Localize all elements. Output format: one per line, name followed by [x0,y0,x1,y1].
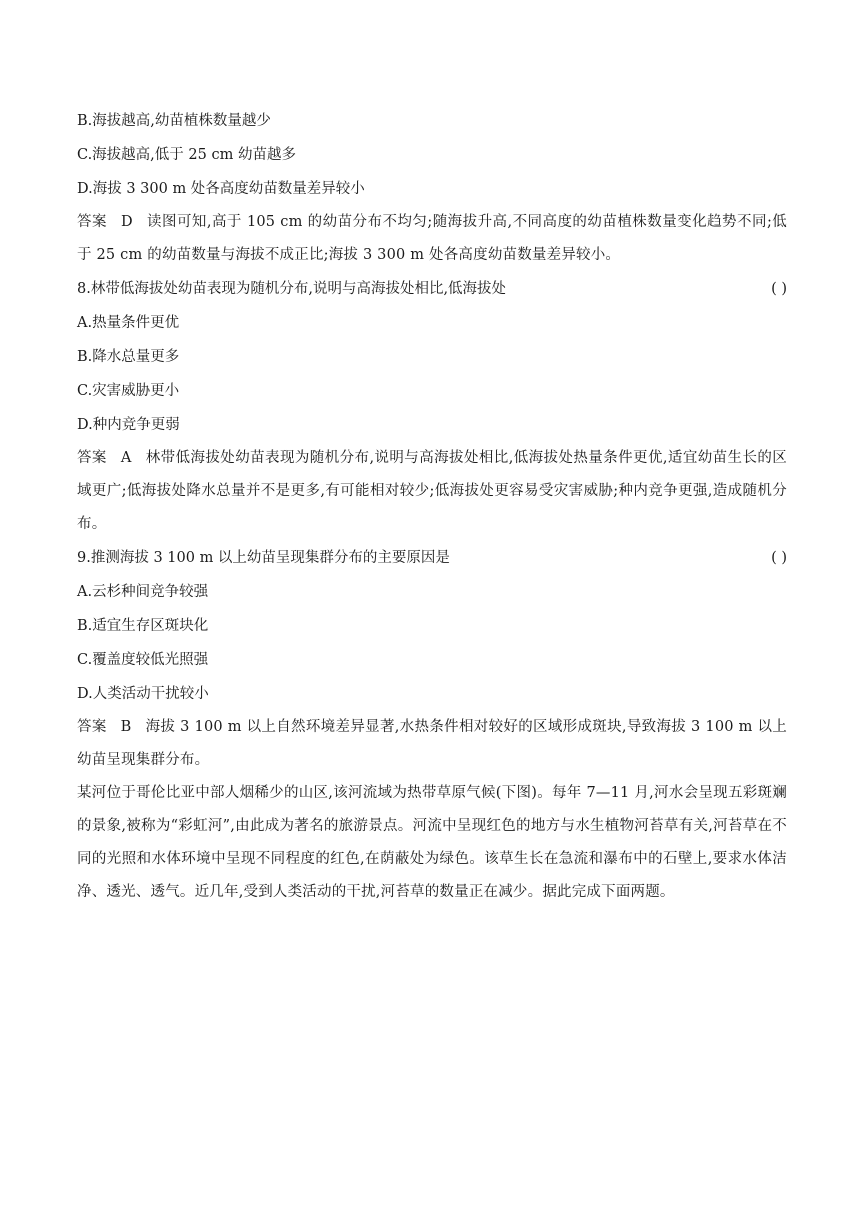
q9-option-d: D.人类活动干扰较小 [77,686,209,702]
q8-option-c: C.灾害威胁更小 [77,383,180,399]
question-stem: 8.林带低海拔处幼苗表现为随机分布,说明与高海拔处相比,低海拔处 [77,281,507,297]
answer-explanation: 读图可知,高于 105 cm 的幼苗分布不均匀;随海拔升高,不同高度的幼苗植株数量变化趋势不同;低于 25 cm 的幼苗数量与海拔不成正比;海拔 3 300 m 处各高度幼苗数量差异较小。 [77,214,787,263]
answer-label: 答案 [77,450,107,466]
q9-option-b: B.适宜生存区斑块化 [77,618,209,634]
q9-stem [77,541,787,575]
answer-explanation: 海拔 3 100 m 以上自然环境差异显著,水热条件相对较好的区域形成斑块,导致海拔 3 100 m 以上幼苗呈现集群分布。 [77,719,787,768]
reading-passage: 某河位于哥伦比亚中部人烟稀少的山区,该河流域为热带草原气候(下图)。每年 7—11 月,河水会呈现五彩斑斓的景象,被称为“彩虹河”,由此成为著名的旅游景点。河流中呈现红色的地方与水生植物河苔草有关,河苔草在不同的光照和水体环境中呈现不同程度的红色,在荫蔽处为绿色。该草生长在急流和瀑布中的石壁上,要求水体洁净、透光、透气。近几年,受到人类活动的干扰,河苔草的数量正在减少。据此完成下面两题。 [77,785,787,900]
document-page [77,104,787,909]
question-stem: 9.推测海拔 3 100 m 以上幼苗呈现集群分布的主要原因是 [77,550,450,566]
answer-label: 答案 [77,214,107,230]
q8-option-b: B.降水总量更多 [77,349,180,365]
answer-key: A [120,450,132,466]
answer-blank: ( ) [771,550,787,566]
q8-answer [77,442,787,541]
q8-option-d: D.种内竞争更弱 [77,417,180,433]
answer-key: D [120,214,133,230]
q7-option-b: B.海拔越高,幼苗植株数量越少 [77,113,271,129]
q7-answer [77,206,787,272]
q7-option-c: C.海拔越高,低于 25 cm 幼苗越多 [77,147,296,163]
q9-option-c: C.覆盖度较低光照强 [77,652,209,668]
q9-answer [77,711,787,777]
q8-option-a: A.热量条件更优 [77,315,180,331]
answer-blank: ( ) [771,281,787,297]
q8-stem [77,272,787,306]
q9-option-a: A.云杉种间竞争较强 [77,584,209,600]
answer-explanation: 林带低海拔处幼苗表现为随机分布,说明与高海拔处相比,低海拔处热量条件更优,适宜幼苗生长的区域更广;低海拔处降水总量并不是更多,有可能相对较少;低海拔处更容易受灾害威胁;种内竞争更强,造成随机分布。 [77,450,788,532]
answer-label: 答案 [77,719,107,735]
answer-key: B [120,719,132,735]
q7-option-d: D.海拔 3 300 m 处各高度幼苗数量差异较小 [77,181,365,197]
